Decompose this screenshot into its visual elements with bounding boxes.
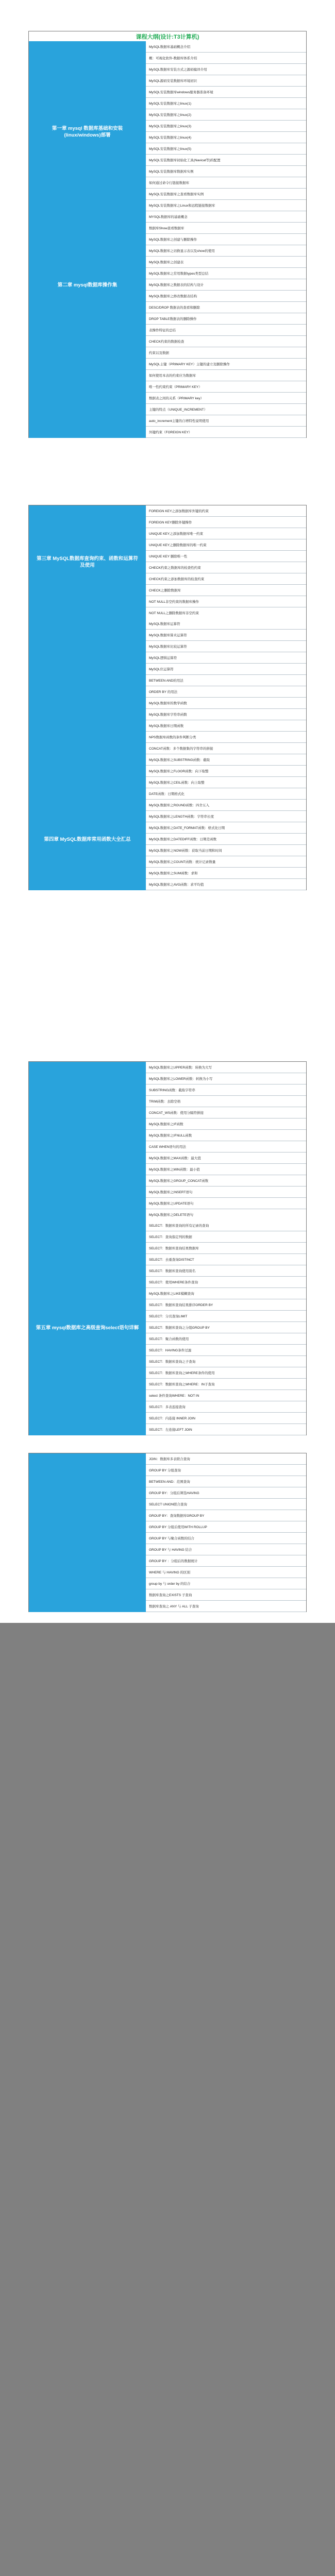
lesson-item: MySQL数据库基础概念介绍 [146,41,306,53]
lesson-item: MySQL数据库之LOWER函数：转换为小写 [146,1073,306,1084]
lesson-item: SELECT：HAVING条件过滤 [146,1345,306,1356]
outline-section [28,1061,307,1221]
lesson-item: MySQL数据库之切换显示表以及show的使用 [146,245,306,257]
lesson-item: MySQL数据库之修改数据表结构 [146,291,306,302]
section-title [28,1453,146,1612]
lesson-item: MySQL数据库之常用数据types类型总结 [146,268,306,279]
lesson-item: 外键约束（FOREIGN KEY） [146,427,306,438]
lesson-item: NOT NULL非空约束的数据库操作 [146,596,306,607]
lesson-item: SELECT：数据库查询之分组GROUP BY [146,1322,306,1333]
lesson-item: UNIQUE KEY之添加数据库唯一约束 [146,528,306,539]
lesson-item: MySQL数据库之MIN函数：最小值 [146,1164,306,1175]
lesson-item: 数据库Show查看数据库 [146,223,306,234]
lesson-item: 数据库查询之 ANY 与 ALL 子查询 [146,1601,306,1612]
lesson-item: select 条件查询WHERE：NOT IN [146,1390,306,1401]
lesson-list [146,41,307,223]
lesson-item: 约束以及数据 [146,347,306,359]
lesson-item: CHECK之删除数据库 [146,585,306,596]
lesson-item: SELECT：数据库查询结果排序ORDER BY [146,1299,306,1311]
lesson-item: GROUP BY 与聚合函数的结合 [146,1533,306,1544]
section-title: 第二章 mysql数据库操作集 [28,223,146,347]
lesson-item: MySQL安装数据库之linux(3) [146,121,306,132]
lesson-list [146,788,307,890]
lesson-list [146,1062,307,1221]
lesson-item: CHECK约束的数据检查 [146,336,306,347]
lesson-item: MySQL数据库之DATEDIFF函数：日期差函数 [146,834,306,845]
lesson-item: CHECK约束之数据库的检查性约束 [146,562,306,573]
lesson-list [146,1220,307,1435]
lesson-item: MySQL数据库字符串函数 [146,709,306,720]
lesson-item: MySQL源码安装数据库环境初识 [146,75,306,87]
lesson-item: 数据表之间的关系（PRIMARY key） [146,393,306,404]
lesson-item: MySQL数据库之LIKE模糊查询 [146,1288,306,1299]
lesson-item: auto_increment主键的自增特性说明使用 [146,415,306,427]
lesson-item: MySQL安装数据库之linux(1) [146,98,306,109]
lesson-item: MySQL安装数据库之查看数据库实例 [146,189,306,200]
lesson-item: SELECT：数据库查询之WHERE：IN子查询 [146,1379,306,1390]
lesson-item: MySQL数据库之创建与删除操作 [146,234,306,245]
lesson-item: MySQL数据库之ROUND函数：四舍五入 [146,800,306,811]
lesson-item: ORDER BY 的用法 [146,686,306,698]
lesson-item: 如何使用本表的约束应为数据库 [146,370,306,381]
lesson-item: CONCAT函数：多个数据集的字符串的拼接 [146,743,306,754]
lesson-list [146,505,307,619]
lesson-item: 主键的特点（UNIQUE_INCREMENT） [146,404,306,415]
lesson-item: GROUP BY：分组后筛选HAVING [146,1487,306,1499]
lesson-item: JOIN：数据库多表联合查询 [146,1453,306,1465]
lesson-list [146,223,307,347]
lesson-item: MySQL数据库算术运算符 [146,630,306,641]
lesson-item: group by 与 order by 的结合 [146,1578,306,1589]
lesson-item: TRIM函数：去除空格 [146,1096,306,1107]
outline-section [28,505,307,619]
lesson-item: SUBSTRING函数：截取字符串 [146,1084,306,1096]
lesson-item: MySQL数据库之创建表 [146,257,306,268]
lesson-item: 如何通过命令行链接数据库 [146,177,306,189]
lesson-item: MySQL数据库之LENGTH函数：字符串长度 [146,811,306,822]
lesson-item: MySQL数据库之IF函数 [146,1118,306,1130]
lesson-item: UNIQUE KEY 删除唯一性 [146,551,306,562]
lesson-item: CASE WHEN语句的用法 [146,1141,306,1153]
lesson-item: MySQL数据库之GROUP_CONCAT函数 [146,1175,306,1187]
lesson-item: MySQL数据库之DATE_FORMAT函数：格式化日期 [146,822,306,834]
lesson-item: MySQL数据库之SUBSTRING函数：截取 [146,754,306,766]
lesson-item: MySQL数据库之数据表的结构与设计 [146,279,306,291]
lesson-item: MySQL数据库之INSERT语句 [146,1187,306,1198]
lesson-item: MySQL数据库日期函数 [146,720,306,732]
lesson-item: MYSQL数据库的基础概念 [146,211,306,223]
lesson-item: MySQL数据库之SUM函数：求和 [146,868,306,879]
lesson-item: NPS数据库函数的条件判断分类 [146,732,306,743]
outline-section [28,347,307,438]
lesson-item: MySQL主键（PRIMARY KEY）主键的建立及删除操作 [146,359,306,370]
page-background-tail [0,1623,335,2576]
lesson-item: MySQL数据库之IFNULL函数 [146,1130,306,1141]
lesson-item: SELECT：内连接 INNER JOIN [146,1413,306,1424]
section-title: 第五章 mysql数据库之高级查询select语句详解 [28,1220,146,1435]
lesson-item: CHECK约束之添加数据库的检查约束 [146,573,306,585]
lesson-item: SELECT：数据库查询之子查询 [146,1356,306,1367]
lesson-item: MySQL数据库之COUNT函数：统计记录数量 [146,856,306,868]
lesson-item: MySQL数据库之FLOOR函数：向下取整 [146,766,306,777]
lesson-item: SELECT UNION联合查询 [146,1499,306,1510]
section-title: 第三章 MySQL数据库查询约束、函数和运算符及使用 [28,505,146,619]
lesson-item: SELECT：使用WHERE条件查询 [146,1277,306,1288]
lesson-item: MySQL安装数据库初始化工具(Navicat等)的配置 [146,155,306,166]
course-outline-title: 课程大纲(设计:T3计算机) [28,31,307,42]
lesson-item: GROUP BY 分组查询 [146,1465,306,1476]
lesson-item: SELECT：数据库查询结果数据库 [146,1243,306,1254]
lesson-item: SELECT：查询指定列的数据 [146,1231,306,1243]
section-title: 第一章 mysql 数据库基础和安装(linux/windows)部署 [28,41,146,223]
lesson-item: MySQL数据库之DELETE语句 [146,1209,306,1221]
lesson-item: MySQL位运算符 [146,664,306,675]
section-title [28,1062,146,1221]
section-title [28,618,146,788]
section-title: 第四章 MySQL数据库常用函数大全汇总 [28,788,146,890]
lesson-item: SELECT：数据库查询的所有记录的查询 [146,1220,306,1231]
outline-section [28,223,307,347]
lesson-item: GROUP BY ：分组后的数据统计 [146,1555,306,1567]
lesson-item: 数据库查询之EXISTS 子查询 [146,1589,306,1601]
lesson-item: MySQL安装数据库之linux(4) [146,132,306,143]
lesson-item: MySQL数据库之UPPER函数：转换为大写 [146,1062,306,1073]
lesson-item: WHERE 与 HAVING 的区别 [146,1567,306,1578]
lesson-item: 概：可视化软件-数据库体系介绍 [146,53,306,64]
lesson-item: SELECT：左连接LEFT JOIN [146,1424,306,1435]
lesson-item: MySQL安装数据库数据库实例 [146,166,306,177]
lesson-item: MySQL数据库之UPDATE语句 [146,1198,306,1209]
outline-section [28,41,307,223]
lesson-item: MySQL安装数据库之linux(2) [146,109,306,121]
lesson-item: MySQL数据库安装方式之源码编译介绍 [146,64,306,75]
lesson-item: MySQL数据库之NOW函数：获取当前日期和时间 [146,845,306,856]
lesson-item: GROUP BY 与 HAVING 结合 [146,1544,306,1555]
lesson-item: SELECT：多表连接查询 [146,1401,306,1413]
lesson-item: MySQL数据库之CEIL函数：向上取整 [146,777,306,788]
lesson-item: MySQL安装数据库之Linux和远程链接数据库 [146,200,306,211]
lesson-item: FOREIGN KEY之添加数据库外键的约束 [146,505,306,517]
lesson-item: MySQL数据库的数学函数 [146,698,306,709]
lesson-list [146,347,307,438]
lesson-item: GROUP BY：查询数据库GROUP BY [146,1510,306,1521]
lesson-item: UNIQUE KEY之删除数据库的唯一约束 [146,539,306,551]
lesson-list [146,618,307,788]
lesson-item: SELECT：聚合函数的使用 [146,1333,306,1345]
lesson-item: DROP TABLE数据表的删除操作 [146,313,306,325]
lesson-item: 唯一性约束约束（PRIMARY KEY） [146,381,306,393]
lesson-item: SELECT：数据库查询使用别名 [146,1265,306,1277]
lesson-item: MySQL安装数据库windows服务器准备环境 [146,87,306,98]
lesson-item: FOREIGN KEY删除外键操作 [146,517,306,528]
lesson-item: BETWEEN AND：范围查询 [146,1476,306,1487]
lesson-item: SELECT：数据库查询之WHERE条件的使用 [146,1367,306,1379]
lesson-item: DESC/DROP 数据表的查看和删除 [146,302,306,313]
outline-section [28,1220,307,1435]
lesson-item: GROUP BY 分组后使用WITH ROLLUP [146,1521,306,1533]
lesson-item: NOT NULL之删除数据库非空约束 [146,607,306,619]
lesson-item: MySQL数据库比较运算符 [146,641,306,652]
lesson-list [146,1453,307,1612]
outline-section [28,1453,307,1612]
lesson-item: MySQL数据库之MAX函数：最大值 [146,1153,306,1164]
lesson-item: SELECT：去重查询DISTINCT [146,1254,306,1265]
lesson-item: MySQL安装数据库之linux(5) [146,143,306,155]
lesson-item: MySQL数据库运算符 [146,618,306,630]
lesson-item: BETWEEN AND的用法 [146,675,306,686]
lesson-item: CONCAT_WS函数：使用分隔符拼接 [146,1107,306,1118]
section-title [28,347,146,438]
lesson-item: MySQL逻辑运算符 [146,652,306,664]
outline-section [28,618,307,788]
outline-section [28,788,307,890]
lesson-item: SELECT：分页查询LIMIT [146,1311,306,1322]
lesson-item: 表操作特征的总结 [146,325,306,336]
lesson-item: DATE函数：日期格式化 [146,788,306,800]
lesson-item: MySQL数据库之AVG函数：求平均值 [146,879,306,890]
